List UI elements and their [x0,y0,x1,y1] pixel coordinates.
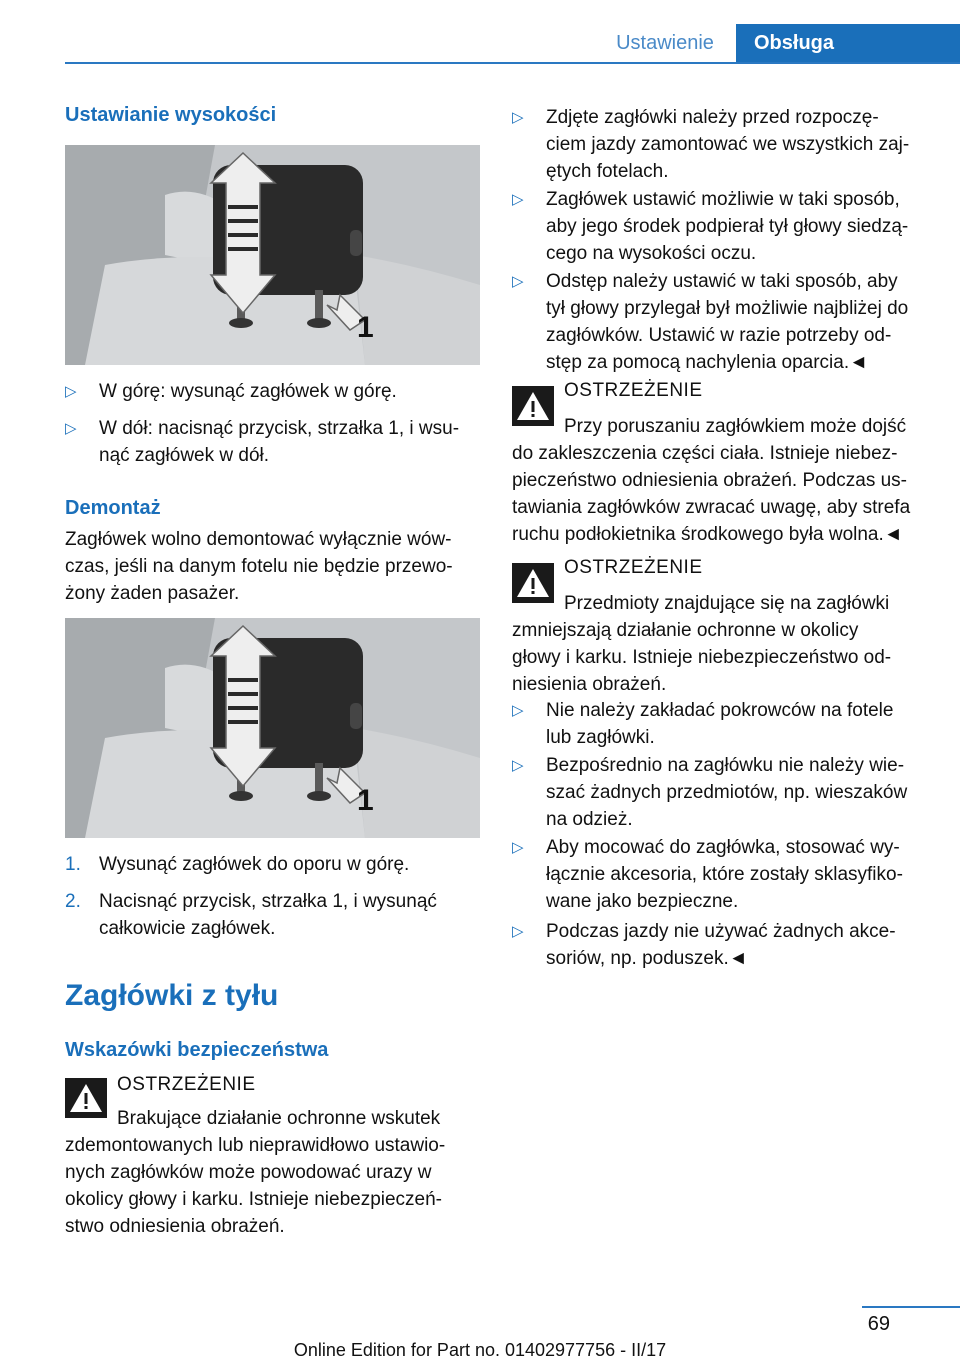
warning-triangle-icon [512,386,554,426]
heading-rear-headrests: Zagłówki z tyłu [65,979,279,1012]
headrest-illustration [65,145,480,365]
warning-triangle-icon [65,1078,107,1118]
warning-triangle-icon [512,563,554,603]
headrest-removal-illustration [65,618,480,838]
list-item: ▷ Podczas jazdy nie używać żadnych akce- soriów, np. poduszek.◄ [512,918,927,972]
triangle-bullet-icon: ▷ [512,273,524,290]
warning-title: OSTRZEŻENIE [117,1074,256,1095]
triangle-bullet-icon: ▷ [512,109,524,126]
triangle-bullet-icon: ▷ [512,839,524,856]
figure-headrest-removal [65,618,480,838]
list-item: ▷ W dół: nacisnąć przycisk, strzałka 1, i wsu- nąć zagłówek w dół. [65,415,480,469]
header-rule [65,62,960,64]
list-item: ▷ Aby mocować do zagłówka, stosować wy- łącznie akcesoria, które zostały sklasyfiko- wane jako bezpieczne. [512,834,927,915]
warning-title: OSTRZEŻENIE [564,557,703,578]
heading-height-adjust: Ustawianie wysokości [65,104,277,126]
list-item: ▷ Bezpośrednio na zagłówku nie należy wie- szać żadnych przedmiotów, np. wieszaków na odzież. [512,752,927,833]
step-number: 2. [65,891,81,912]
heading-removal: Demontaż [65,497,161,519]
triangle-bullet-icon: ▷ [512,702,524,719]
figure-callout: 1 [357,311,374,344]
triangle-bullet-icon: ▷ [512,757,524,774]
triangle-bullet-icon: ▷ [65,420,77,437]
step-number: 1. [65,854,81,875]
numbered-item: 2. Nacisnąć przycisk, strzałka 1, i wysunąć całkowicie zagłówek. [65,888,480,942]
list-item: ▷ Zdjęte zagłówki należy przed rozpoczę- ciem jazdy zamontować we wszystkich zaj- ętych fotelach. [512,104,927,185]
triangle-bullet-icon: ▷ [512,923,524,940]
figure-callout: 1 [357,784,374,817]
heading-safety: Wskazówki bezpieczeństwa [65,1039,329,1061]
footer-edition: Online Edition for Part no. 01402977756 - II/17 [293,1340,667,1360]
page-number: 69 [867,1313,890,1335]
warning-title: OSTRZEŻENIE [564,380,703,401]
tab-chapter[interactable]: Obsługa [736,24,960,62]
tab-section[interactable]: Ustawienie [616,31,714,54]
list-item: ▷ Nie należy zakładać pokrowców na fotele lub zagłówki. [512,697,927,751]
list-item: ▷ Zagłówek ustawić możliwie w taki sposób, aby jego środek podpierał tył głowy siedzą- cego na wysokości oczu. [512,186,927,267]
page-header [0,0,960,62]
triangle-bullet-icon: ▷ [512,191,524,208]
numbered-item: 1. Wysunąć zagłówek do oporu w górę. [65,851,480,878]
list-item: ▷ W górę: wysunąć zagłówek w górę. [65,378,480,405]
triangle-bullet-icon: ▷ [65,383,77,400]
list-item: ▷ Odstęp należy ustawić w taki sposób, aby tył głowy przylegał był możliwie najbliżej do zagłówków. Ustawić w razie potrzeby od- stęp za pomocą nachylenia oparcia.◄ [512,268,927,376]
footer-rule [862,1306,960,1308]
removal-paragraph: Zagłówek wolno demontować wyłącznie wów- czas, jeśli na danym fotelu nie będzie przewo- żony żaden pasażer. [65,529,453,604]
figure-headrest-height [65,145,480,365]
